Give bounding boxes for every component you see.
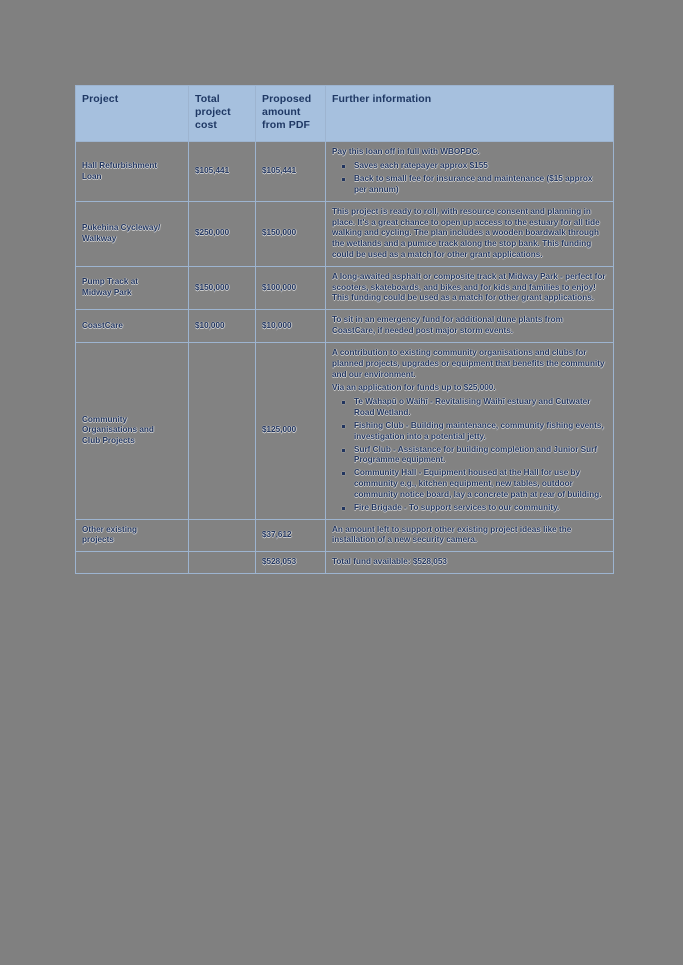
table-row — [76, 310, 614, 343]
cell-proposed-amount: $37,612 — [256, 519, 326, 552]
column-header-proposed-amount — [256, 86, 326, 142]
cell-further-information — [326, 266, 614, 309]
cell-total-project-cost — [189, 342, 256, 519]
cell-further-information — [326, 519, 614, 552]
info-paragraph: A long-awaited asphalt or composite track at Midway Park - perfect for scooters, skateboards, and bikes and for kids and families to enjoy! This funding could be used as a match for other grant applications. — [332, 271, 606, 303]
cell-proposed-amount: $100,000 — [256, 266, 326, 309]
cell-further-information — [326, 310, 614, 343]
info-paragraph: To sit in an emergency fund for additional dune plants from CoastCare, if needed post major storm events. — [332, 315, 563, 336]
info-bullet-item: Surf Club - Assistance for building completion and Junior Surf Programme equipment. — [354, 445, 607, 467]
cell-project — [76, 342, 189, 519]
table-header-row — [76, 86, 614, 142]
column-header-proposed-line1: Proposed — [262, 93, 312, 105]
info-paragraph: Total fund available: $528,053 — [332, 557, 447, 567]
column-header-total-project-cost — [189, 86, 256, 142]
info-paragraph: Via an application for funds up to $25,000. — [332, 383, 496, 393]
cell-further-information — [326, 342, 614, 519]
info-bullet-list — [332, 161, 607, 195]
table-header — [76, 86, 614, 142]
column-header-total-line1: Total — [195, 93, 220, 105]
column-header-total-line2: project — [195, 106, 231, 119]
cell-proposed-amount: $150,000 — [256, 201, 326, 266]
cell-project — [76, 142, 189, 201]
cell-further-information — [326, 142, 614, 201]
cell-total-project-cost: $105,441 — [189, 142, 256, 201]
project-name-line: Organisations and — [82, 425, 154, 435]
budget-table-container — [75, 85, 613, 574]
table-row — [76, 142, 614, 201]
column-header-proposed-line2: amount — [262, 106, 301, 119]
cell-proposed-amount: $105,441 — [256, 142, 326, 201]
column-header-total-line3: cost — [195, 119, 217, 132]
cell-project — [76, 519, 189, 552]
project-name-line: Club Projects — [82, 436, 135, 446]
info-bullet-item: Te Wahapū o Waihī - Revitalising Waihī estuary and Cutwater Road Wetland. — [354, 397, 607, 419]
cell-project — [76, 266, 189, 309]
info-bullet-item: Saves each ratepayer approx $155 — [354, 161, 607, 172]
project-name-line: Pump Track at — [82, 277, 138, 287]
info-bullet-item: Community Hall - Equipment housed at the Hall for use by community e.g., kitchen equipment, new tables, outdoor community notice board, lay a concrete path at rear of building. — [354, 468, 607, 500]
info-bullet-item: Fishing Club - Building maintenance, community fishing events, investigation into a potential jetty. — [354, 421, 607, 443]
column-header-project-line1: Project — [82, 93, 119, 105]
cell-further-information — [326, 201, 614, 266]
project-name-line: Midway Park — [82, 288, 132, 298]
table-row — [76, 266, 614, 309]
cell-project — [76, 201, 189, 266]
cell-proposed-amount: $125,000 — [256, 342, 326, 519]
cell-project — [76, 552, 189, 574]
budget-table — [75, 85, 614, 574]
project-name-line: projects — [82, 535, 114, 545]
cell-total-project-cost: $150,000 — [189, 266, 256, 309]
info-bullet-item: Back to small fee for insurance and maintenance ($15 approx per annum) — [354, 174, 607, 196]
table-body — [76, 142, 614, 574]
column-header-proposed-line3: from PDF — [262, 119, 311, 132]
cell-project — [76, 310, 189, 343]
cell-total-project-cost: $250,000 — [189, 201, 256, 266]
project-name-line: Community — [82, 414, 128, 424]
project-name-line: Pukehina Cycleway/ — [82, 222, 161, 232]
table-row — [76, 201, 614, 266]
project-name-line: Hall Refurbishment — [82, 160, 158, 170]
cell-total-project-cost — [189, 519, 256, 552]
info-bullet-item: Fire Brigade - To support services to our community. — [354, 503, 607, 514]
column-header-project — [76, 86, 189, 142]
info-paragraph: This project is ready to roll, with resource consent and planning in place. It's a great chance to open up access to the estuary for all tide walking and cycling. The plan includes a wooden boardwalk through the wetlands and a pumice track along the stop bank. This funding could be used as a match for other grant applications. — [332, 206, 600, 259]
column-header-info-line1: Further information — [332, 93, 432, 105]
cell-total-project-cost — [189, 552, 256, 574]
cell-proposed-amount: $10,000 — [256, 310, 326, 343]
info-paragraph: Pay this loan off in full with WBOPDC. — [332, 147, 480, 157]
cell-total-project-cost: $10,000 — [189, 310, 256, 343]
project-name-line: Other existing — [82, 524, 138, 534]
table-row — [76, 552, 614, 574]
info-paragraph: An amount left to support other existing project ideas like the installation of a new security camera. — [332, 524, 572, 545]
project-name-line: CoastCare — [82, 320, 123, 330]
table-row — [76, 519, 614, 552]
project-name-line: Walkway — [82, 233, 117, 243]
cell-proposed-amount: $528,053 — [256, 552, 326, 574]
table-row — [76, 342, 614, 519]
column-header-further-information — [326, 86, 614, 142]
info-bullet-list — [332, 397, 607, 513]
project-name-line: Loan — [82, 171, 102, 181]
info-paragraph: A contribution to existing community organisations and clubs for planned projects, upgrades or equipment that benefits the community and our environment. — [332, 347, 605, 379]
cell-further-information — [326, 552, 614, 574]
